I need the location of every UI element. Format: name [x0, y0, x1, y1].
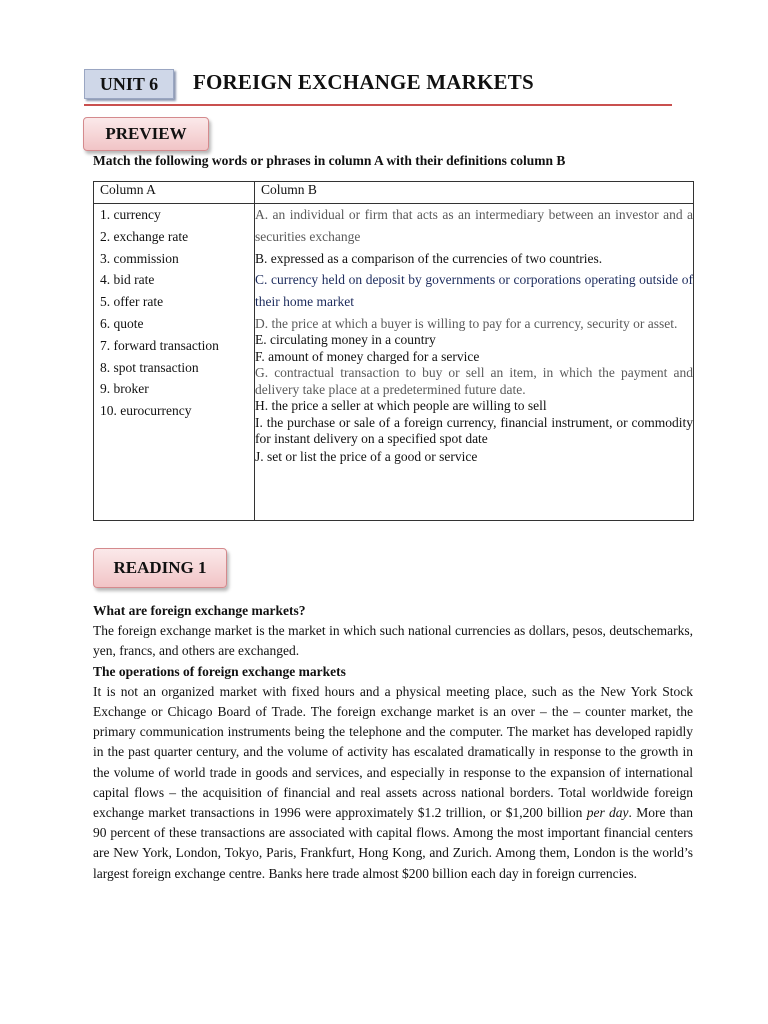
reading-paragraph: The foreign exchange market is the market in which such national currencies as dollars, pesos, deutschemarks, yen, francs, and others are exchanged.	[93, 623, 693, 659]
unit-label: UNIT 6	[84, 69, 174, 99]
column-a-item: 2. exchange rate	[100, 228, 189, 244]
reading-text-run: It is not an organized market with fixed hours and a physical meeting place, such as the New York Stock Exchange or Chicago Board of Trade. The foreign exchange market is an over – the – counter market, the primary communication instruments being the telephone and the computer. The market has developed rapidly in the past quarter century, and the volume of activity has escalated dramatically in response to the growth in the volume of world trade in goods and services, and especially in response to the expansion of international capital flows – the acquisition of financial and real assets across national borders. Total worldwide foreign exchange market transactions in 1996 were approximately $1.2 trillion, or $1,200 billion	[93, 683, 693, 821]
column-a-item: 8. spot transaction	[100, 359, 199, 375]
column-a-item: 3. commission	[100, 250, 179, 266]
column-a-item: 7. forward transaction	[100, 337, 219, 353]
column-b-definition: C. currency held on deposit by governments or corporations operating outside of their home market	[255, 272, 693, 310]
column-a-item: 4. bid rate	[100, 272, 155, 288]
column-a-item: 6. quote	[100, 315, 144, 331]
column-a-item: 1. currency	[100, 207, 161, 222]
reading-heading: The operations of foreign exchange markets	[93, 663, 346, 679]
reading-paragraph	[93, 682, 693, 884]
reading-text-run: . More than 90 percent of these transactions are associated with capital flows. Among the most important financial centers are New York, London, Tokyo, Paris, Frankfurt, Hong Kong, and Zurich. Among them, London is the world’s largest foreign exchange centre. Banks here trade almost $200 billion each day in foreign currencies.	[93, 805, 693, 881]
preview-section-label: PREVIEW	[83, 117, 209, 151]
title-divider	[84, 104, 672, 106]
column-b-definition: A. an individual or firm that acts as an intermediary between an investor and a securities exchange	[255, 207, 693, 244]
column-a-item: 9. broker	[100, 381, 149, 397]
column-b-definition: H. the price a seller at which people are willing to sell	[255, 398, 547, 414]
column-b-definition: D. the price at which a buyer is willing to pay for a currency, security or asset.	[255, 315, 678, 331]
table-body-row	[94, 204, 694, 521]
column-a-item: 10. eurocurrency	[100, 403, 192, 419]
column-b-definition: J. set or list the price of a good or service	[255, 448, 478, 464]
column-b-definition: E. circulating money in a country	[255, 332, 436, 348]
reading-heading: What are foreign exchange markets?	[93, 603, 306, 618]
matching-instruction: Match the following words or phrases in column A with their definitions column B	[93, 153, 566, 168]
reading-passage	[93, 601, 693, 884]
column-b-header: Column B	[255, 182, 694, 204]
page-title: FOREIGN EXCHANGE MARKETS	[193, 70, 534, 94]
column-b-definition: F. amount of money charged for a service	[255, 348, 480, 364]
column-a-cell	[94, 204, 255, 521]
column-b-definition: G. contractual transaction to buy or sell an item, in which the payment and delivery take place at a predetermined future date.	[255, 365, 693, 397]
table-header-row	[94, 182, 694, 204]
column-b-definition: I. the purchase or sale of a foreign currency, financial instrument, or commodity for instant delivery on a specified spot date	[255, 414, 693, 447]
reading-section-label: READING 1	[93, 548, 227, 588]
matching-table	[93, 181, 694, 521]
reading-italic-text: per day	[586, 805, 629, 821]
column-b-definition: B. expressed as a comparison of the currencies of two countries.	[255, 250, 603, 266]
column-a-header: Column A	[94, 182, 255, 204]
column-b-cell	[255, 204, 694, 521]
column-a-item: 5. offer rate	[100, 294, 164, 310]
